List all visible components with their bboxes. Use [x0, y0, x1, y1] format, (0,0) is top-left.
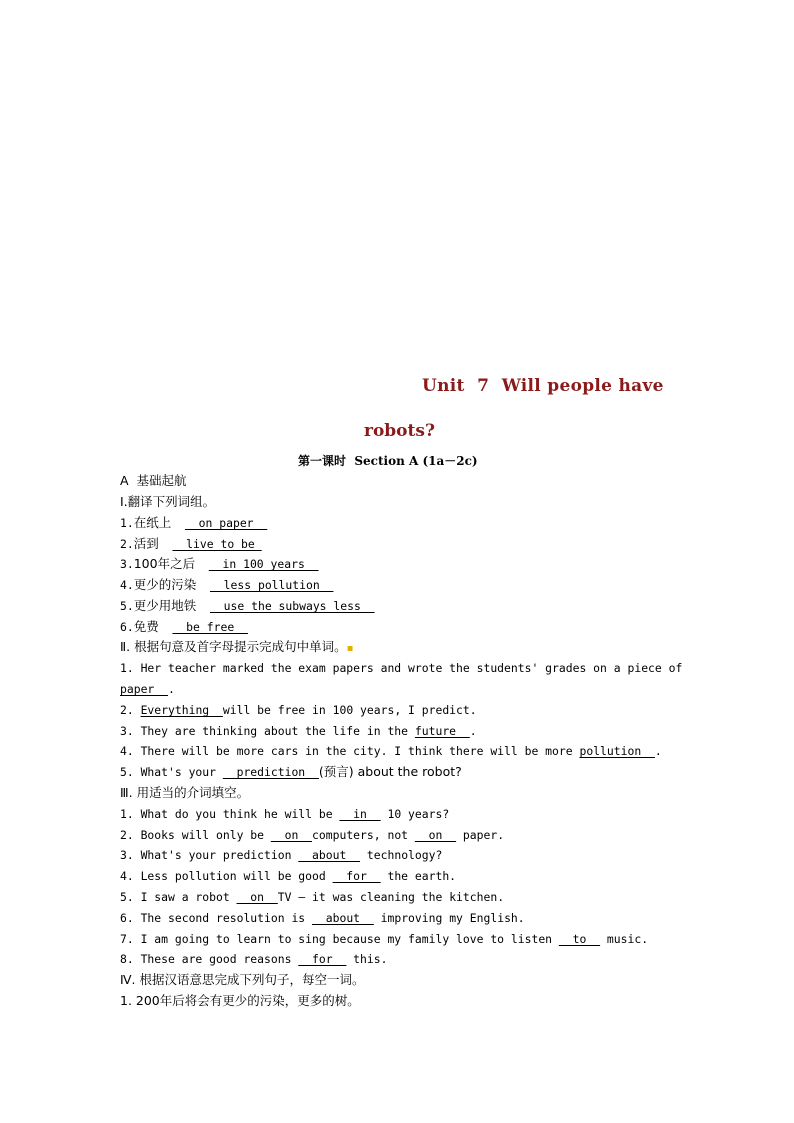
item-text: computers, not [312, 828, 415, 842]
item-answer: paper__ [120, 682, 169, 696]
part3-item-4 [120, 869, 690, 883]
item-text: this. [346, 952, 388, 966]
item-text: music. [600, 932, 649, 946]
part3-item-5 [120, 890, 690, 904]
item-text: 5. What's your [120, 765, 223, 779]
item-text: 3. What's your prediction [120, 848, 299, 862]
item-number: 4. [120, 578, 134, 592]
part1-item-4 [120, 578, 690, 592]
spacer [171, 516, 185, 530]
item-text: 2. [120, 703, 141, 717]
item-number: 2. [120, 537, 134, 551]
part2-item-4 [120, 744, 690, 758]
title-line-2: robots? [364, 421, 435, 441]
spacer [196, 599, 210, 613]
item-chinese: 100年之后 [133, 556, 196, 571]
item-text: the earth. [380, 869, 457, 883]
item-answer: __on paper__ [184, 516, 268, 530]
part3-heading: Ⅲ. 用适当的介词填空。 [120, 785, 250, 800]
section-a-heading: A 基础起航 [120, 473, 187, 488]
item-number: 6. [120, 620, 134, 634]
part2-item-1-cont [120, 682, 690, 696]
item-number: 5. [120, 599, 134, 613]
title-line-1: Unit 7 Will people have [422, 376, 664, 396]
item-answer: __for__ [298, 952, 347, 966]
item-text: 1. What do you think he will be [120, 807, 340, 821]
part3-item-7 [120, 932, 690, 946]
item-number: 3. [120, 557, 134, 571]
spacer [159, 620, 173, 634]
item-chinese: 更少用地铁 [133, 598, 197, 613]
item-text: 5. I saw a robot [120, 890, 237, 904]
item-text: 8. These are good reasons [120, 952, 299, 966]
item-answer: __on__ [270, 828, 313, 842]
part1-item-5 [120, 599, 690, 613]
item-text: 10 years? [380, 807, 450, 821]
part1-item-3 [120, 557, 690, 571]
item-answer: __less pollution__ [209, 578, 334, 592]
item-answer: pollution__ [579, 744, 655, 758]
item-text: 2. Books will only be [120, 828, 271, 842]
item-text: TV — it was cleaning the kitchen. [277, 890, 505, 904]
item-answer: Everything__ [140, 703, 223, 717]
item-text: 3. They are thinking about the life in the [120, 724, 415, 738]
item-answer: __about__ [298, 848, 361, 862]
spacer [196, 578, 210, 592]
part2-heading-text: Ⅱ. 根据句意及首字母提示完成句中单词。 [120, 639, 347, 654]
item-answer: __be free__ [172, 620, 248, 634]
lesson-subtitle: 第一课时 Section A (1a－2c) [298, 454, 478, 468]
item-text: (预言) about the robot? [318, 764, 462, 779]
item-answer: __for__ [332, 869, 381, 883]
part3-item-1 [120, 807, 690, 821]
item-text: . [168, 682, 175, 696]
item-text: will be free in 100 years, I predict. [222, 703, 477, 717]
part2-item-3 [120, 724, 690, 738]
part3-item-2 [120, 828, 690, 842]
item-answer: future__ [414, 724, 470, 738]
item-chinese: 在纸上 [133, 515, 172, 530]
item-answer: __in__ [339, 807, 381, 821]
part1-heading: Ⅰ.翻译下列词组。 [120, 494, 216, 509]
part4-item-1: 1. 200年后将会有更少的污染，更多的树。 [120, 993, 360, 1008]
item-text: technology? [360, 848, 443, 862]
part1-item-6 [120, 620, 690, 634]
item-text: 7. I am going to learn to sing because my family love to listen [120, 932, 559, 946]
part3-item-6 [120, 911, 690, 925]
item-text: 4. Less pollution will be good [120, 869, 333, 883]
item-text: improving my English. [373, 911, 525, 925]
item-answer: __live to be_ [172, 537, 262, 551]
part2-item-2 [120, 703, 690, 717]
part3-item-3 [120, 848, 690, 862]
item-answer: __about__ [312, 911, 374, 925]
item-text: 6. The second resolution is [120, 911, 313, 925]
item-text: 4. There will be more cars in the city. I think there will be more [120, 744, 580, 758]
item-chinese: 活到 [133, 536, 159, 551]
part2-heading [120, 640, 690, 656]
item-number: 1. [120, 516, 134, 530]
item-answer: __use the subways less__ [209, 599, 375, 613]
item-answer: __on__ [236, 890, 278, 904]
part2-item-5 [120, 765, 690, 779]
item-text: . [654, 744, 662, 758]
item-answer: __prediction__ [222, 765, 319, 779]
part1-item-2 [120, 537, 690, 551]
spacer [159, 537, 173, 551]
item-chinese: 更少的污染 [133, 577, 197, 592]
mark-icon: ▪ [346, 643, 354, 654]
part3-item-8 [120, 952, 690, 966]
part1-item-1 [120, 516, 690, 530]
item-answer: __on__ [414, 828, 457, 842]
item-chinese: 免费 [133, 619, 159, 634]
item-text: . [469, 724, 477, 738]
part2-item-1: 1. Her teacher marked the exam papers and wrote the students' grades on a piece of [120, 661, 683, 675]
spacer [195, 557, 209, 571]
item-answer: __in 100 years__ [208, 557, 319, 571]
item-text: paper. [456, 828, 505, 842]
part4-heading: Ⅳ. 根据汉语意思完成下列句子，每空一词。 [120, 972, 365, 987]
item-answer: __to__ [558, 932, 601, 946]
